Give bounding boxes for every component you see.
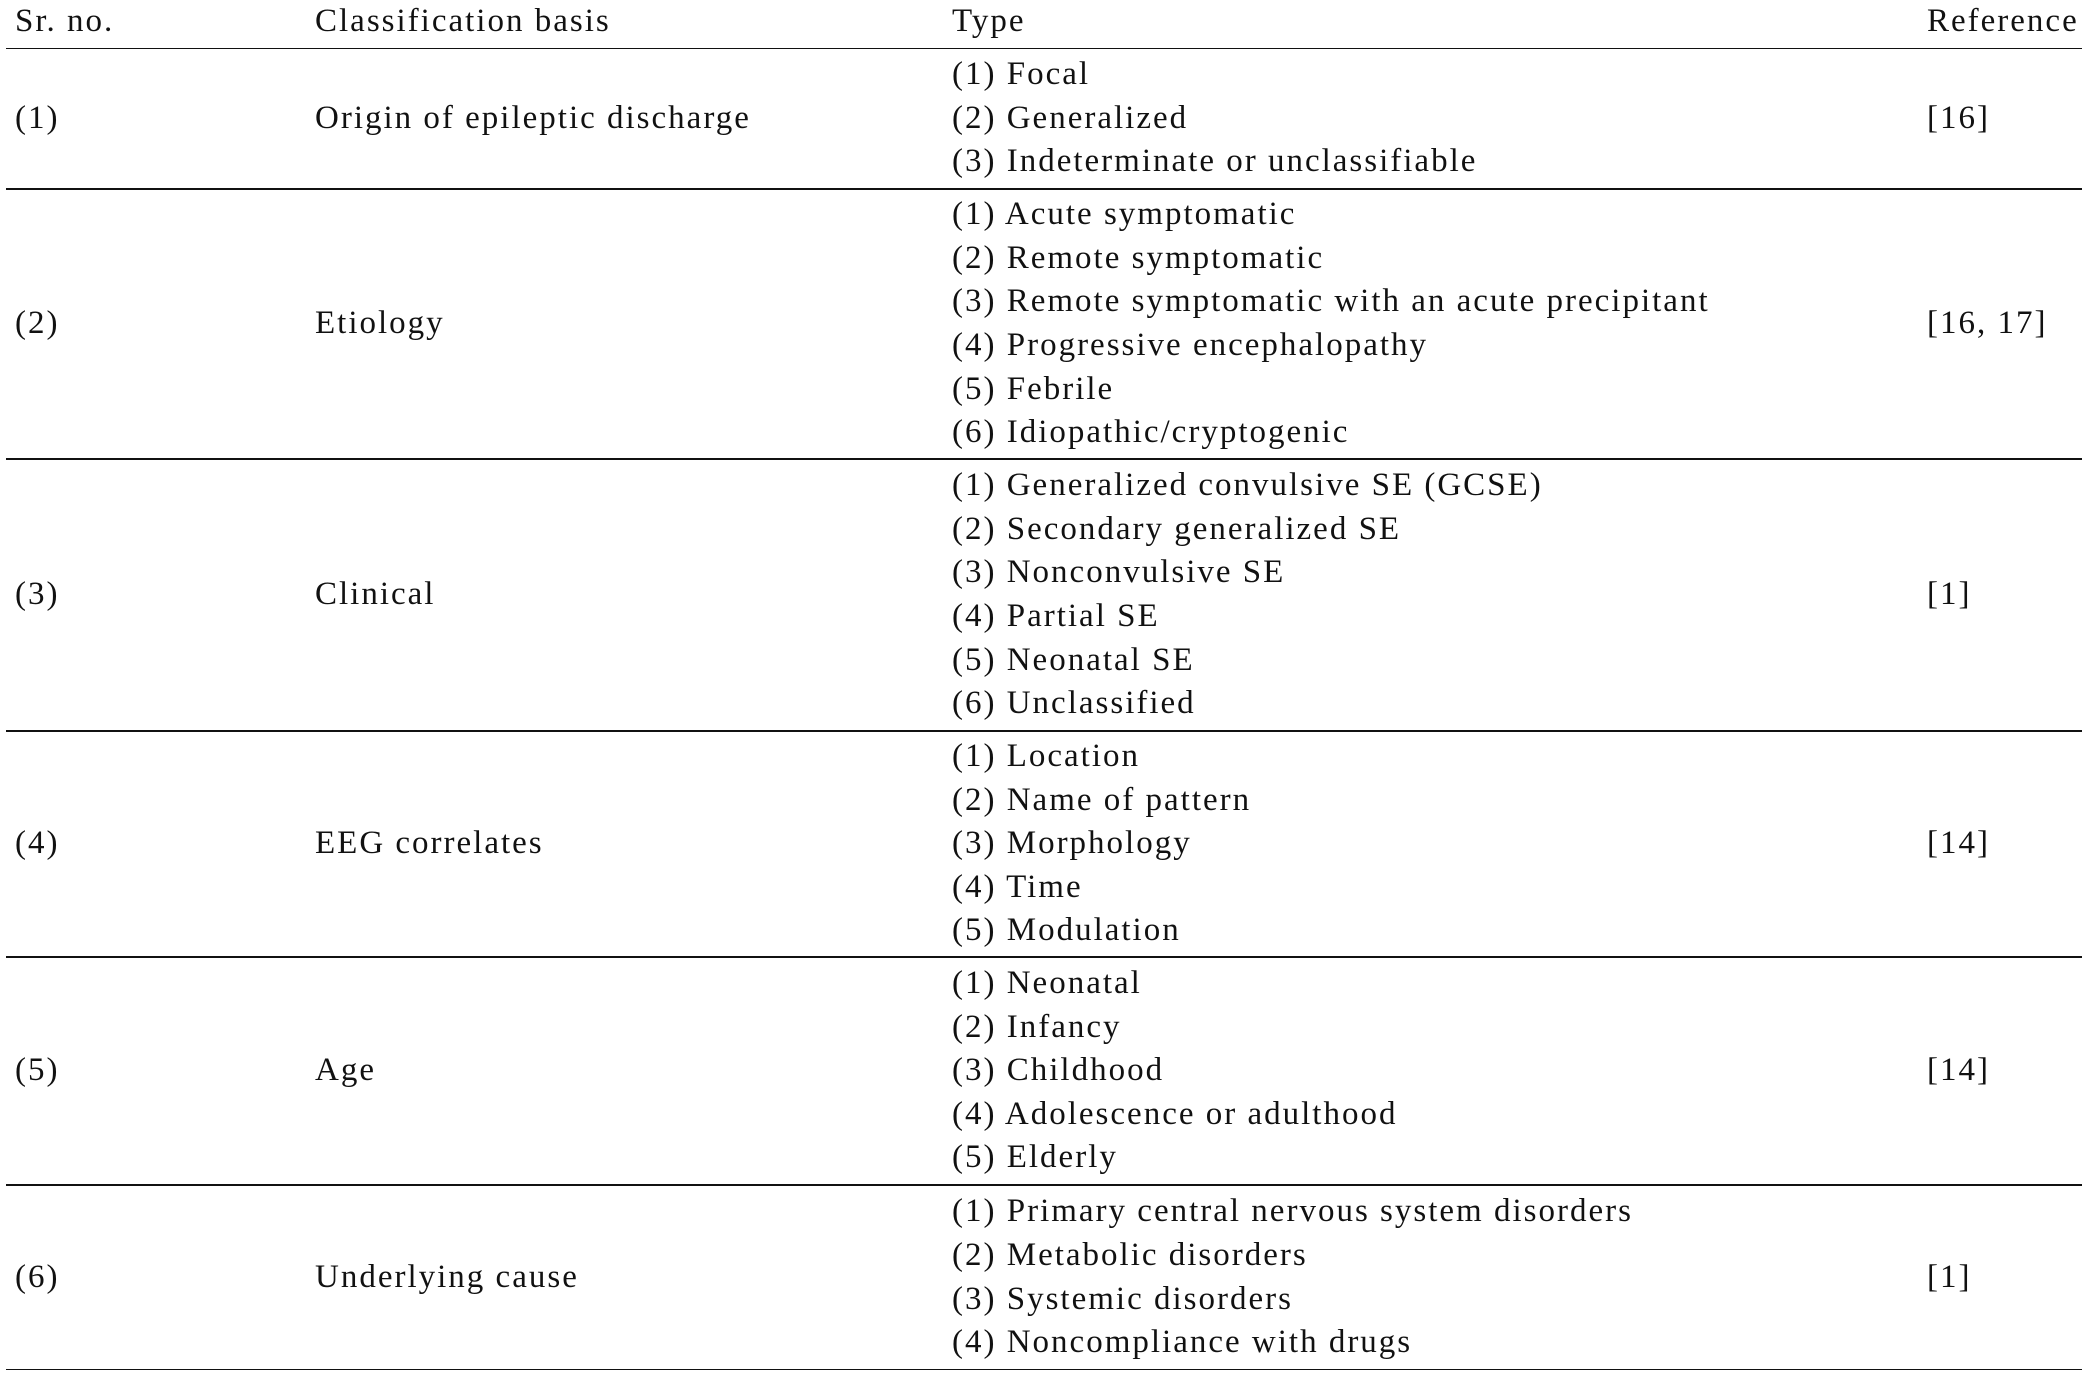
type-item: (2) Metabolic disorders — [952, 1236, 1308, 1273]
type-cell — [952, 958, 1397, 1184]
type-cell — [952, 1186, 1633, 1369]
basis-cell: Clinical — [315, 576, 436, 613]
sr-no-cell: (3) — [15, 576, 60, 613]
sr-no-cell: (6) — [15, 1258, 60, 1295]
reference-cell: [14] — [1927, 1052, 1990, 1089]
reference-cell: [1] — [1927, 576, 1972, 613]
type-item: (4) Noncompliance with drugs — [952, 1324, 1413, 1361]
table-row — [6, 49, 2082, 190]
type-item: (3) Nonconvulsive SE — [952, 554, 1286, 591]
type-item: (6) Idiopathic/cryptogenic — [952, 414, 1350, 451]
basis-cell: Etiology — [315, 305, 445, 342]
type-item: (5) Neonatal SE — [952, 641, 1195, 678]
sr-no-cell: (5) — [15, 1052, 60, 1089]
table-row — [6, 1186, 2082, 1370]
type-item: (1) Location — [952, 738, 1141, 775]
type-item: (2) Generalized — [952, 99, 1189, 136]
sr-no-cell: (2) — [15, 305, 60, 342]
reference-cell: [16, 17] — [1927, 305, 2048, 342]
sr-no-cell: (4) — [15, 825, 60, 862]
reference-cell: [14] — [1927, 825, 1990, 862]
type-item: (1) Generalized convulsive SE (GCSE) — [952, 467, 1543, 504]
type-cell — [952, 190, 1710, 458]
basis-cell: Origin of epileptic discharge — [315, 99, 751, 136]
header-classification-basis: Classification basis — [315, 3, 611, 39]
type-item: (6) Unclassified — [952, 685, 1196, 722]
header-reference: Reference — [1927, 3, 2079, 39]
type-item: (2) Remote symptomatic — [952, 239, 1325, 276]
reference-cell: [16] — [1927, 99, 1990, 136]
header-type: Type — [952, 3, 1026, 39]
type-item: (2) Name of pattern — [952, 781, 1252, 818]
type-item: (4) Time — [952, 868, 1083, 905]
basis-cell: Age — [315, 1052, 376, 1089]
type-item: (2) Secondary generalized SE — [952, 510, 1402, 547]
header-sr-no: Sr. no. — [15, 3, 115, 39]
type-cell — [952, 49, 1477, 188]
table-row — [6, 190, 2082, 460]
type-item: (3) Indeterminate or unclassifiable — [952, 143, 1478, 180]
type-item: (3) Systemic disorders — [952, 1280, 1293, 1317]
type-item: (4) Progressive encephalopathy — [952, 327, 1429, 363]
type-item: (3) Childhood — [952, 1052, 1165, 1089]
type-item: (1) Primary central nervous system disorders — [952, 1193, 1633, 1230]
basis-cell: EEG correlates — [315, 825, 544, 862]
sr-no-cell: (1) — [15, 99, 60, 136]
type-item: (2) Infancy — [952, 1008, 1122, 1045]
type-item: (5) Modulation — [952, 912, 1181, 949]
type-item: (3) Remote symptomatic with an acute precipitant — [952, 283, 1710, 320]
basis-cell: Underlying cause — [315, 1258, 579, 1295]
table-row — [6, 732, 2082, 958]
classification-table — [6, 0, 2082, 1370]
table-row — [6, 958, 2082, 1186]
type-cell — [952, 460, 1543, 730]
type-item: (1) Focal — [952, 56, 1091, 93]
table-row — [6, 460, 2082, 732]
type-item: (3) Morphology — [952, 825, 1192, 862]
type-item: (1) Neonatal — [952, 965, 1142, 1002]
type-cell — [952, 732, 1251, 956]
type-item: (4) Partial SE — [952, 598, 1160, 634]
table-header-row — [6, 0, 2082, 49]
reference-cell: [1] — [1927, 1258, 1972, 1295]
type-item: (1) Acute symptomatic — [952, 196, 1297, 233]
type-item: (4) Adolescence or adulthood — [952, 1095, 1398, 1132]
type-item: (5) Febrile — [952, 370, 1115, 407]
type-item: (5) Elderly — [952, 1139, 1118, 1176]
